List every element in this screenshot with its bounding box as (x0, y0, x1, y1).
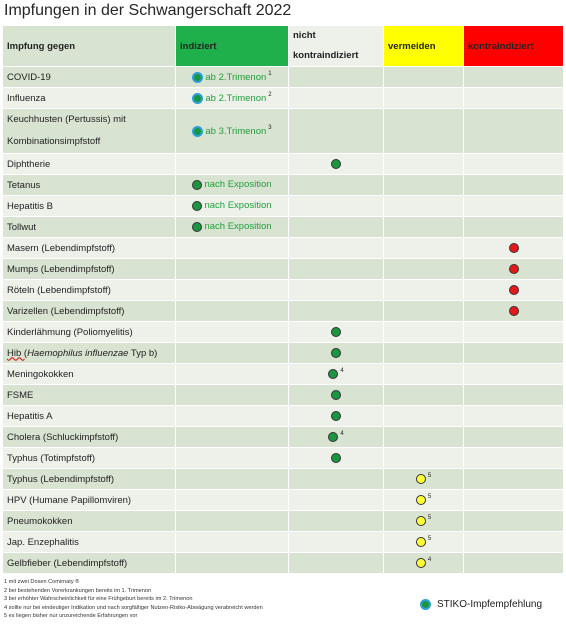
green-dot-icon (331, 327, 341, 337)
row-label: Kinderlähmung (Poliomyelitis) (3, 322, 176, 343)
table-row (3, 385, 564, 406)
nicht-kontraindiziert-cell (289, 322, 384, 343)
table-row (3, 469, 564, 490)
green-dot-icon (331, 411, 341, 421)
table-row (3, 280, 564, 301)
footnote-ref: 5 (427, 473, 432, 480)
page-title: Impfungen in der Schwangerschaft 2022 (4, 2, 292, 19)
stiko-dot-icon (192, 126, 203, 137)
header-indiziert: indiziert (176, 26, 289, 67)
green-dot-icon (331, 390, 341, 400)
nicht-kontraindiziert-cell (289, 406, 384, 427)
row-label: Mumps (Lebendimpfstoff) (3, 259, 176, 280)
note: nach Exposition (204, 179, 272, 191)
table-row (3, 427, 564, 448)
indiziert-cell (176, 67, 289, 88)
row-label: Cholera (Schluckimpfstoff) (3, 427, 176, 448)
footnote-ref: 5 (427, 515, 432, 522)
header-vermeiden: vermeiden (384, 26, 464, 67)
indiziert-cell (176, 196, 289, 217)
row-label: Typhus (Totimpfstoff) (3, 448, 176, 469)
nicht-kontraindiziert-cell (289, 385, 384, 406)
green-dot-icon (331, 453, 341, 463)
row-label: Meningokokken (3, 364, 176, 385)
note: ab 2.Trimenon (205, 92, 267, 104)
footnote: 4 sollte nur bei eindeutiger Indikation und nach sorgfältiger Nutzen-Risiko-Abwägung verabreicht werden (4, 604, 263, 611)
vermeiden-cell (384, 553, 464, 574)
indiziert-cell (176, 109, 289, 154)
row-label: Röteln (Lebendimpfstoff) (3, 280, 176, 301)
red-dot-icon (509, 243, 519, 253)
green-dot-icon (192, 222, 202, 232)
row-label: Hib (Haemophilus influenzae Typ b) (3, 343, 176, 364)
table-row (3, 109, 564, 154)
footnote: 5 es liegen bisher nur unzureichende Erfahrungen vor (4, 613, 138, 620)
footnote-ref: 4 (340, 431, 344, 438)
footnote-ref: 5 (427, 494, 432, 501)
row-label: Gelbfieber (Lebendimpfstoff) (3, 553, 176, 574)
kontraindiziert-cell (464, 259, 564, 280)
table-row (3, 67, 564, 88)
yellow-dot-icon (416, 537, 426, 547)
note: ab 3.Trimenon (205, 125, 267, 137)
row-label: Typhus (Lebendimpfstoff) (3, 469, 176, 490)
header-nicht-kontraindiziert: nicht kontraindiziert (289, 26, 384, 67)
nicht-kontraindiziert-cell (289, 448, 384, 469)
table-row (3, 448, 564, 469)
table-row (3, 511, 564, 532)
footnotes (4, 578, 263, 621)
kontraindiziert-cell (464, 238, 564, 259)
vermeiden-cell (384, 469, 464, 490)
red-dot-icon (509, 306, 519, 316)
indiziert-cell (176, 175, 289, 196)
row-label: Pneumokokken (3, 511, 176, 532)
row-label: Hepatitis B (3, 196, 176, 217)
row-label: Keuchhusten (Pertussis) mit Kombinationsimpfstoff (3, 109, 176, 154)
table-row (3, 322, 564, 343)
nicht-kontraindiziert-cell (289, 427, 384, 448)
green-dot-icon (192, 180, 202, 190)
table-row (3, 301, 564, 322)
table-row (3, 259, 564, 280)
vermeiden-cell (384, 490, 464, 511)
yellow-dot-icon (416, 558, 426, 568)
row-label: FSME (3, 385, 176, 406)
green-dot-icon (331, 159, 341, 169)
table-row (3, 553, 564, 574)
header-kontraindiziert: kontraindiziert (464, 26, 564, 67)
indiziert-cell (176, 88, 289, 109)
table-header-row (3, 26, 564, 67)
table-row (3, 406, 564, 427)
table-row (3, 196, 564, 217)
row-label: HPV (Humane Papillomviren) (3, 490, 176, 511)
row-label: COVID-19 (3, 67, 176, 88)
yellow-dot-icon (416, 495, 426, 505)
table-row (3, 490, 564, 511)
note: ab 2.Trimenon (205, 71, 267, 83)
row-label: Tollwut (3, 217, 176, 238)
row-label: Tetanus (3, 175, 176, 196)
stiko-dot-icon (420, 599, 431, 610)
yellow-dot-icon (416, 516, 426, 526)
table-row (3, 364, 564, 385)
kontraindiziert-cell (464, 301, 564, 322)
footnote: 1 mit zwei Dosen Comirnaty ® (4, 579, 80, 585)
table-row (3, 175, 564, 196)
row-label: Hepatitis A (3, 406, 176, 427)
footnote-ref: 5 (427, 536, 432, 543)
red-dot-icon (509, 285, 519, 295)
nicht-kontraindiziert-cell (289, 343, 384, 364)
nicht-kontraindiziert-cell (289, 364, 384, 385)
kontraindiziert-cell (464, 280, 564, 301)
legend-label: STIKO-Impfempfehlung (437, 599, 543, 611)
table-row (3, 238, 564, 259)
row-label: Varizellen (Lebendimpfstoff) (3, 301, 176, 322)
table-row (3, 217, 564, 238)
vermeiden-cell (384, 532, 464, 553)
stiko-dot-icon (192, 72, 203, 83)
note: nach Exposition (204, 221, 272, 233)
green-dot-icon (328, 432, 338, 442)
table-row (3, 154, 564, 175)
header-impfung: Impfung gegen (3, 26, 176, 67)
footnote-ref: 3 (268, 125, 272, 132)
row-label: Influenza (3, 88, 176, 109)
legend (420, 599, 542, 610)
green-dot-icon (192, 201, 202, 211)
yellow-dot-icon (416, 474, 426, 484)
row-label: Masern (Lebendimpfstoff) (3, 238, 176, 259)
note: nach Exposition (204, 200, 272, 212)
footnote-ref: 2 (268, 92, 272, 99)
footnote: 3 bei erhöhter Wahrscheinlichkeit für eine Frühgeburt bereits im 2. Trimenon (4, 596, 193, 603)
vaccination-table (2, 25, 564, 574)
row-label: Jap. Enzephalitis (3, 532, 176, 553)
table-row (3, 343, 564, 364)
green-dot-icon (331, 348, 341, 358)
stiko-dot-icon (192, 93, 203, 104)
footnote-ref: 4 (427, 557, 432, 564)
green-dot-icon (328, 369, 338, 379)
footnote-ref: 4 (340, 368, 344, 375)
table-row (3, 88, 564, 109)
indiziert-cell (176, 217, 289, 238)
vermeiden-cell (384, 511, 464, 532)
nicht-kontraindiziert-cell (289, 154, 384, 175)
footnote: 2 bei bestehenden Vorerkrankungen bereits im 1. Trimenon (4, 587, 152, 594)
footnote-ref: 1 (268, 71, 272, 78)
row-label: Diphtherie (3, 154, 176, 175)
red-dot-icon (509, 264, 519, 274)
table-row (3, 532, 564, 553)
